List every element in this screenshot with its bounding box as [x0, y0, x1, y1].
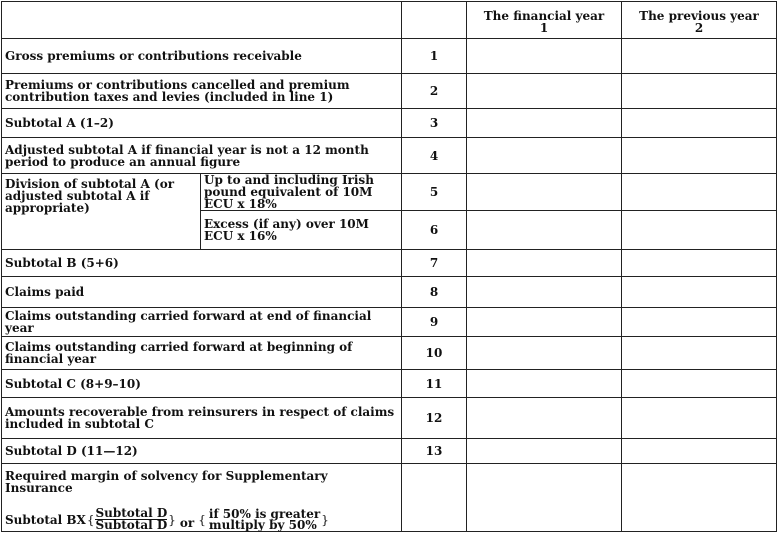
solvency-form-table [1, 1, 777, 532]
header-blank-label [2, 2, 402, 39]
line-number: 13 [402, 439, 467, 464]
row-label: Amounts recoverable from reinsurers in respect of claims included in subtotal C [2, 398, 402, 439]
financial-year-cell [467, 277, 622, 308]
table-row [2, 109, 777, 138]
row-label: Subtotal D (11—12) [2, 439, 402, 464]
required-margin-cell [2, 464, 402, 532]
table-row [2, 39, 777, 74]
previous-year-cell [622, 174, 777, 211]
previous-year-cell [622, 308, 777, 337]
row-label: Subtotal B (5+6) [2, 250, 402, 277]
financial-year-cell [467, 211, 622, 250]
table-row [2, 74, 777, 109]
row-sublabel: Excess (if any) over 10M ECU x 16% [201, 211, 402, 250]
row-label: Premiums or contributions cancelled and premium contribution taxes and levies (included in line 1) [2, 74, 402, 109]
condition-greater: if 50% is greater [208, 506, 321, 521]
previous-year-cell [622, 337, 777, 370]
financial-year-cell [467, 464, 622, 532]
financial-year-cell [467, 109, 622, 138]
table-row [2, 174, 777, 211]
line-number: 9 [402, 308, 467, 337]
previous-year-cell [622, 138, 777, 174]
line-number: 11 [402, 370, 467, 398]
financial-year-cell [467, 308, 622, 337]
line-number: 10 [402, 337, 467, 370]
line-number-blank [402, 464, 467, 532]
table-row [2, 398, 777, 439]
financial-year-number: 1 [539, 21, 549, 35]
previous-year-cell [622, 250, 777, 277]
fraction-denominator: Subtotal D [95, 518, 168, 532]
subtotal-bx-prefix: Subtotal BX [5, 512, 86, 527]
table-row [2, 308, 777, 337]
row-label: Gross premiums or contributions receivable [2, 39, 402, 74]
financial-year-cell [467, 174, 622, 211]
required-margin-title: Required margin of solvency for Supplementary Insurance [5, 469, 328, 495]
or-connector: or [179, 515, 195, 530]
financial-year-cell [467, 250, 622, 277]
condition-multiply: multiply by 50% [208, 517, 317, 532]
line-number: 2 [402, 74, 467, 109]
previous-year-cell [622, 74, 777, 109]
right-brace-symbol: } [168, 512, 176, 527]
fraction-numerator: Subtotal D [95, 506, 168, 520]
line-number: 12 [402, 398, 467, 439]
previous-year-cell [622, 109, 777, 138]
left-brace-symbol: { [198, 512, 206, 527]
line-number: 4 [402, 138, 467, 174]
previous-year-cell [622, 439, 777, 464]
header-row [2, 2, 777, 39]
subtotal-fraction [95, 508, 167, 531]
table-row [2, 439, 777, 464]
row-label: Adjusted subtotal A if financial year is not a 12 month period to produce an annual figure [2, 138, 402, 174]
previous-year-cell [622, 398, 777, 439]
table-row [2, 250, 777, 277]
financial-year-cell [467, 439, 622, 464]
header-financial-year [467, 2, 622, 39]
required-margin-row [2, 464, 777, 532]
table-row [2, 337, 777, 370]
financial-year-cell [467, 39, 622, 74]
financial-year-cell [467, 370, 622, 398]
right-brace-symbol: } [321, 512, 329, 527]
row-label: Subtotal A (1–2) [2, 109, 402, 138]
financial-year-cell [467, 74, 622, 109]
division-label: Division of subtotal A (or adjusted subtotal A if appropriate) [2, 174, 201, 250]
line-number: 6 [402, 211, 467, 250]
header-blank-line [402, 2, 467, 39]
previous-year-cell [622, 277, 777, 308]
previous-year-cell [622, 370, 777, 398]
financial-year-cell [467, 398, 622, 439]
line-number: 5 [402, 174, 467, 211]
previous-year-cell [622, 464, 777, 532]
row-label: Claims outstanding carried forward at end of financial year [2, 308, 402, 337]
line-number: 3 [402, 109, 467, 138]
row-sublabel: Up to and including Irish pound equivalent of 10M ECU x 18% [201, 174, 402, 211]
row-label: Subtotal C (8+9–10) [2, 370, 402, 398]
left-brace-symbol: { [86, 512, 95, 527]
row-label: Claims paid [2, 277, 402, 308]
line-number: 1 [402, 39, 467, 74]
previous-year-title: The previous year [639, 9, 759, 23]
line-number: 8 [402, 277, 467, 308]
table-row [2, 277, 777, 308]
previous-year-cell [622, 39, 777, 74]
row-label: Claims outstanding carried forward at beginning of financial year [2, 337, 402, 370]
table-row [2, 370, 777, 398]
subtotal-bx-formula [5, 508, 398, 531]
financial-year-cell [467, 138, 622, 174]
line-number: 7 [402, 250, 467, 277]
financial-year-title: The financial year [483, 9, 605, 23]
financial-year-cell [467, 337, 622, 370]
table-row [2, 138, 777, 174]
header-previous-year [622, 2, 777, 39]
previous-year-number: 2 [694, 21, 704, 35]
condition-group [208, 506, 321, 532]
previous-year-cell [622, 211, 777, 250]
